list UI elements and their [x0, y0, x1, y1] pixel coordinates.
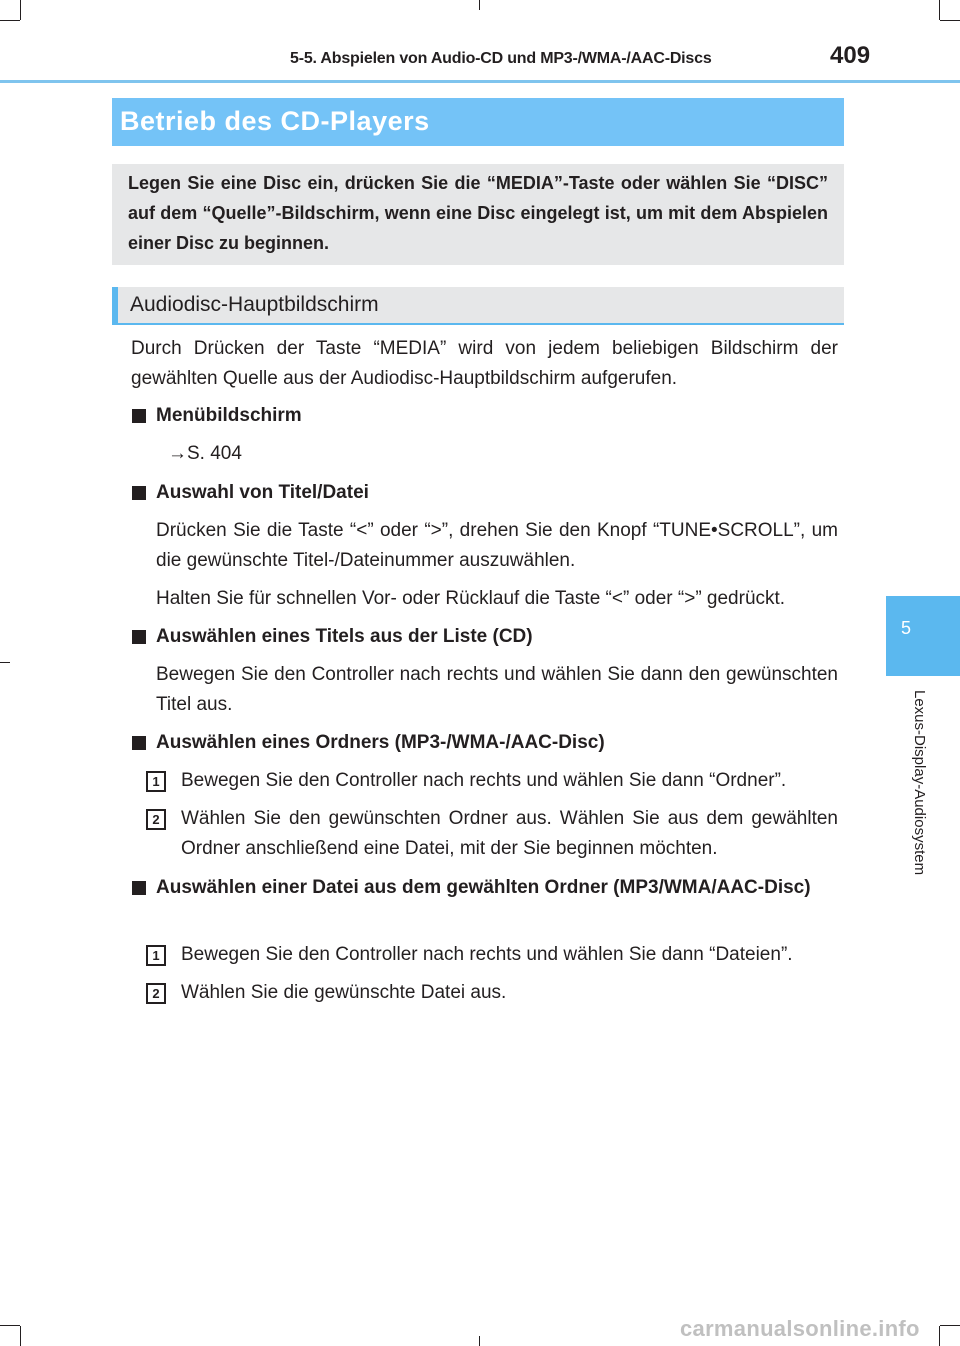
section-title-band: [112, 98, 844, 146]
crop-mark: [479, 1336, 480, 1346]
crop-mark: [0, 20, 20, 21]
subsection-title: Audiodisc-Hauptbildschirm: [130, 293, 379, 316]
crop-mark: [939, 1326, 940, 1346]
step-number-badge: 1: [146, 771, 166, 792]
bullet-square-icon: [132, 486, 146, 500]
intro-text: Legen Sie eine Disc ein, drücken Sie die “MEDIA”-Taste oder wählen Sie “DISC” auf dem “Quelle”-Bildschirm, wenn eine Disc eingelegt ist, um mit dem Abspielen einer Disc zu beginnen.: [128, 173, 828, 253]
file-step-1: Bewegen Sie den Controller nach rechts und wählen Sie dann “Dateien”.: [181, 944, 793, 965]
bullet-square-icon: [132, 409, 146, 423]
menu-page-reference[interactable]: →S. 404: [168, 443, 242, 464]
folder-step-2: Wählen Sie den gewünschten Ordner aus. Wählen Sie aus dem gewählten Ordner anschließend eine Datei, mit der Sie beginnen möchten.: [181, 808, 838, 859]
crop-mark: [0, 1325, 20, 1326]
crop-mark: [940, 20, 960, 21]
subsection-title-band: [112, 287, 844, 325]
chapter-number: 5: [900, 618, 911, 638]
menu-heading: Menübildschirm: [156, 405, 302, 426]
title-select-text: Drücken Sie die Taste “<” oder “>”, drehen Sie den Knopf “TUNE•SCROLL”, um die gewünschte Titel-/Dateinummer auszuwählen.: [156, 520, 838, 571]
page-number: 409: [830, 42, 871, 69]
crop-mark: [20, 1326, 21, 1346]
title-select-heading: Auswahl von Titel/Datei: [156, 482, 369, 503]
section-title: Betrieb des CD-Players: [120, 106, 430, 136]
chapter-tab: [886, 596, 960, 676]
bullet-square-icon: [132, 630, 146, 644]
list-heading: Auswählen eines Titels aus der Liste (CD): [156, 626, 533, 647]
subsection-accent: [112, 287, 118, 325]
crop-mark: [0, 662, 10, 663]
crop-mark: [940, 1325, 960, 1326]
crop-mark: [20, 0, 21, 20]
folder-heading: Auswählen eines Ordners (MP3-/WMA-/AAC-Disc): [156, 732, 605, 753]
subsection-intro: Durch Drücken der Taste “MEDIA” wird von jedem beliebigen Bildschirm der gewählten Quelle aus der Audiodisc-Hauptbildschirm aufgerufen.: [131, 338, 838, 389]
running-header: 5-5. Abspielen von Audio-CD und MP3-/WMA-/AAC-Discs: [290, 50, 712, 67]
intro-box: [112, 164, 844, 265]
header-rule: [0, 80, 960, 83]
bullet-square-icon: [132, 736, 146, 750]
footer-watermark: carmanualsonline.info: [680, 1316, 920, 1341]
list-text: Bewegen Sie den Controller nach rechts und wählen Sie dann den gewünschten Titel aus.: [156, 664, 838, 715]
bullet-square-icon: [132, 881, 146, 895]
step-number-badge: 2: [146, 983, 166, 1004]
file-heading: Auswählen einer Datei aus dem gewählten Ordner (MP3/WMA/AAC-Disc): [156, 877, 811, 898]
title-select-note: Halten Sie für schnellen Vor- oder Rücklauf die Taste “<” oder “>” gedrückt.: [156, 588, 786, 609]
crop-mark: [479, 0, 480, 10]
step-number-badge: 2: [146, 809, 166, 830]
chapter-title-vertical: [912, 690, 932, 910]
crop-mark: [939, 0, 940, 20]
folder-step-1: Bewegen Sie den Controller nach rechts und wählen Sie dann “Ordner”.: [181, 770, 787, 791]
chapter-title: Lexus-Display-Audiosystem: [911, 690, 928, 876]
step-number-badge: 1: [146, 945, 166, 966]
file-step-2: Wählen Sie die gewünschte Datei aus.: [181, 982, 507, 1003]
